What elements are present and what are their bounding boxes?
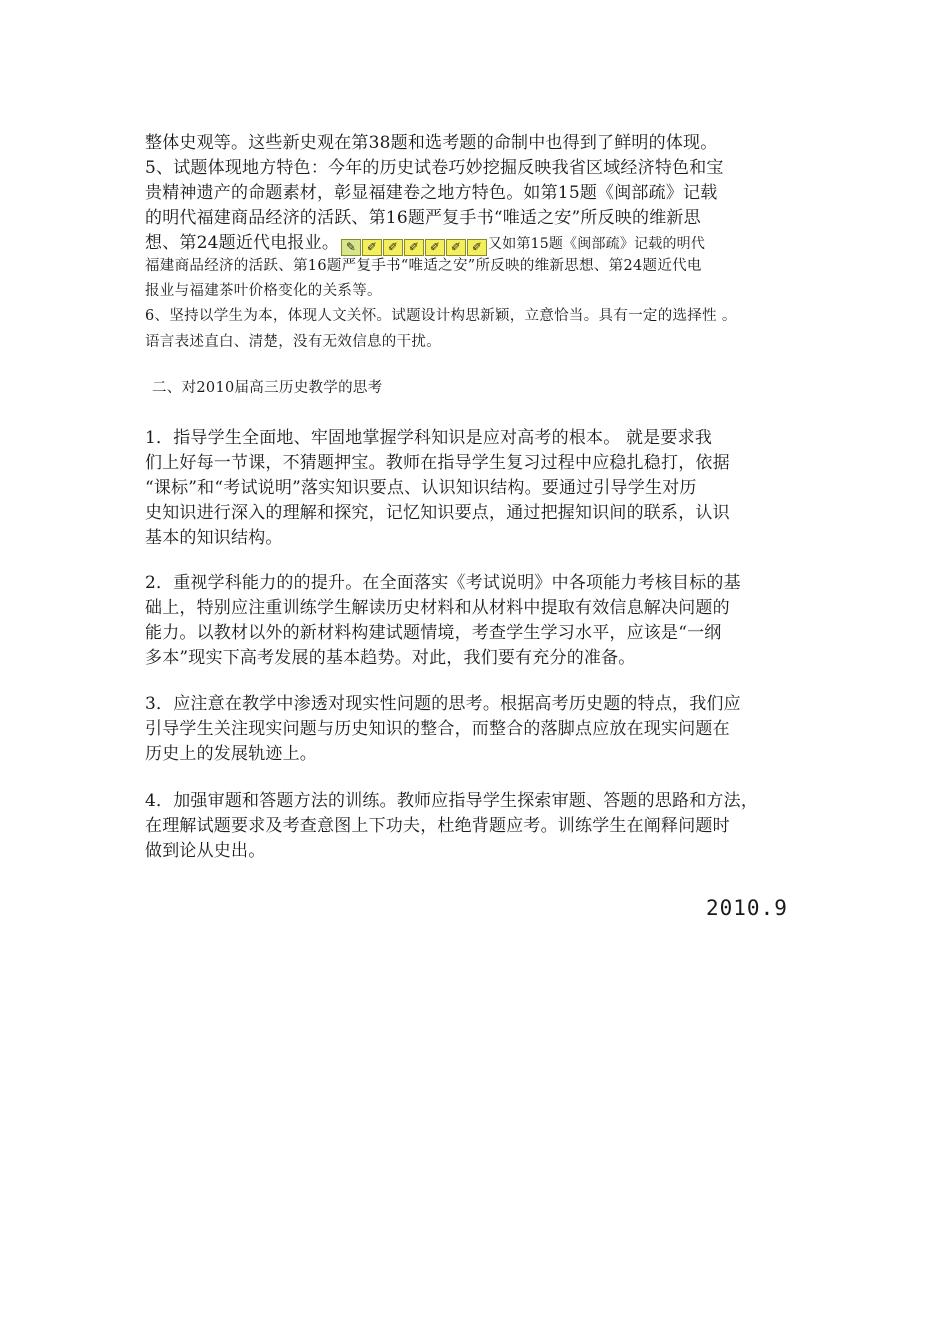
pen-icon: ✐	[362, 239, 382, 256]
text-line: 报业与福建茶叶价格变化的关系等。	[145, 283, 382, 299]
pencil-icon: ✎	[341, 239, 361, 256]
paragraph-line: 史知识进行深入的理解和探究，记忆知识要点，通过把握知识间的联系，认识	[145, 503, 730, 523]
text-line: 5、试题体现地方特色：今年的历史试卷巧妙挖掘反映我省区域经济特色和宝	[145, 158, 724, 178]
pen-icon: ✐	[446, 239, 466, 256]
section-heading: 二、对2010届高三历史教学的思考	[152, 380, 383, 396]
paragraph-line: 们上好每一节课，不猜题押宝。教师在指导学生复习过程中应稳扎稳打，依据	[145, 453, 730, 473]
pen-icon: ✐	[467, 239, 487, 256]
paragraph-line: 引导学生关注现实问题与历史知识的整合，而整合的落脚点应放在现实问题在	[145, 719, 730, 739]
text-line: 贵精神遗产的命题素材，彰显福建卷之地方特色。如第15题《闽部疏》记载	[145, 183, 718, 203]
paragraph-line: 多本”现实下高考发展的基本趋势。对此，我们要有充分的准备。	[145, 648, 636, 668]
text-line-with-icons	[145, 228, 705, 256]
paragraph-line: 做到论从史出。	[145, 841, 266, 861]
text-span: 又如第15题《闽部疏》记载的明代	[488, 236, 706, 252]
text-line: 语言表述直白、清楚，没有无效信息的干扰。	[145, 334, 441, 350]
paragraph-line: 1．指导学生全面地、牢固地掌握学科知识是应对高考的根本。 就是要求我	[145, 428, 713, 448]
paragraph-line: 2．重视学科能力的的提升。在全面落实《考试说明》中各项能力考核目标的基	[145, 573, 741, 593]
text-line: 的明代福建商品经济的活跃、第16题严复手书“唯适之安”所反映的维新思	[145, 208, 701, 228]
text-line: 6、坚持以学生为本，体现人文关怀。试题设计构思新颖，立意恰当。具有一定的选择性 。	[145, 308, 737, 324]
pen-icon: ✐	[425, 239, 445, 256]
document-date: 2010.9	[706, 896, 788, 920]
paragraph-line: 4．加强审题和答题方法的训练。教师应指导学生探索审题、答题的思路和方法，	[145, 791, 759, 811]
paragraph-line: 历史上的发展轨迹上。	[145, 744, 317, 764]
pen-icon: ✐	[383, 239, 403, 256]
pen-icon: ✐	[404, 239, 424, 256]
paragraph-line: 基本的知识结构。	[145, 528, 283, 548]
paragraph-line: 3．应注意在教学中渗透对现实性问题的思考。根据高考历史题的特点，我们应	[145, 694, 741, 714]
paragraph-line: 在理解试题要求及考查意图上下功夫，杜绝背题应考。训练学生在阐释问题时	[145, 816, 730, 836]
text-line: 整体史观等。这些新史观在第38题和选考题的命制中也得到了鲜明的体现。	[145, 133, 718, 153]
text-line: 福建商品经济的活跃、第16题严复手书“唯适之安”所反映的维新思想、第24题近代电	[145, 258, 702, 274]
text-span: 想、第24题近代电报业。	[145, 233, 340, 253]
paragraph-line: 础上，特别应注重训练学生解读历史材料和从材料中提取有效信息解决问题的	[145, 598, 730, 618]
paragraph-line: 能力。以教材以外的新材料构建试题情境，考查学生学习水平，应该是“一纲	[145, 623, 722, 643]
paragraph-line: “课标”和“考试说明”落实知识要点、认识知识结构。要通过引导学生对历	[145, 478, 697, 498]
toolbar-icons	[341, 236, 488, 256]
